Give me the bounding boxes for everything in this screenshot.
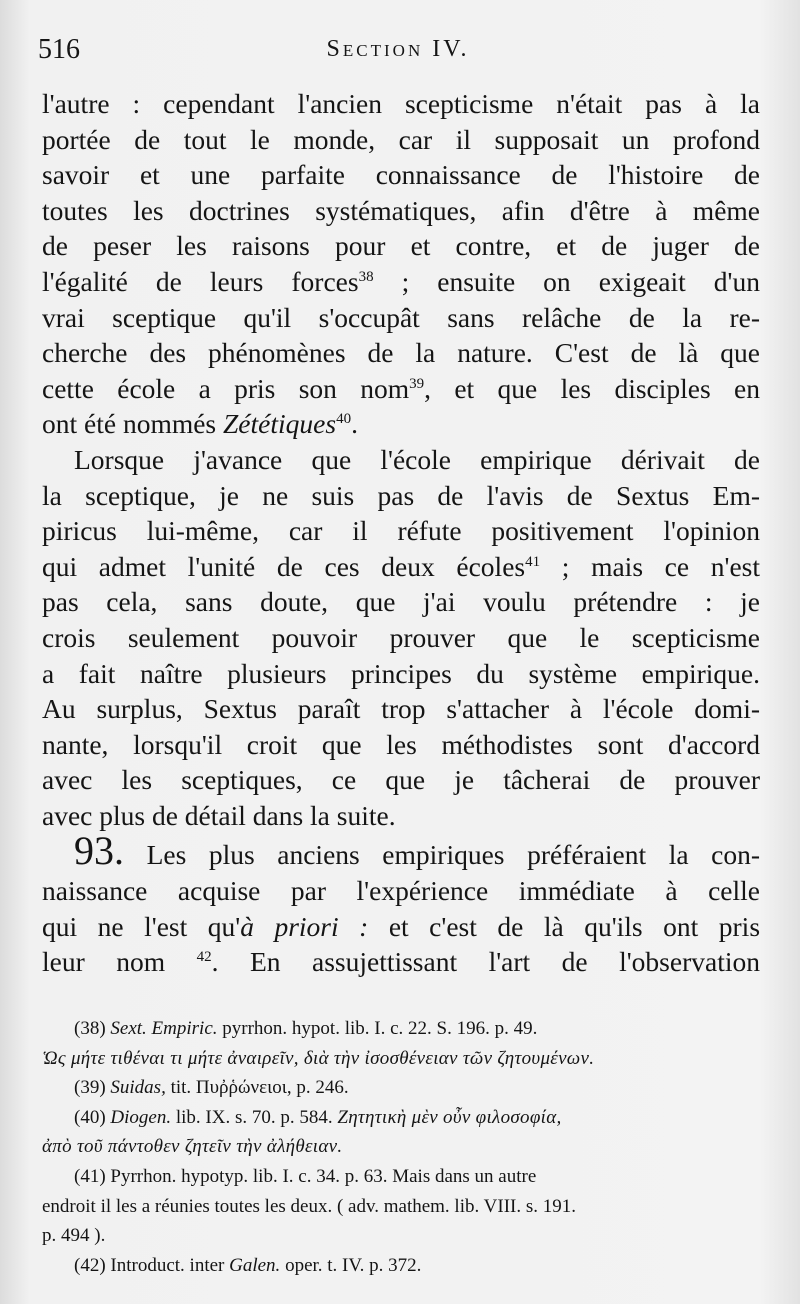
text-line: avec plus de détail dans la suite. xyxy=(42,799,396,831)
footnote-ref: 42 xyxy=(196,949,212,966)
text-line: la sceptique, je ne suis pas de l'avis de Sextus Em- xyxy=(42,479,760,511)
text-line: a fait naître plusieurs principes du système empirique. xyxy=(42,657,760,689)
page-header xyxy=(38,34,758,74)
footnote-41-cont: endroit il les a réunies toutes les deux. ( adv. mathem. lib. VIII. s. 191. xyxy=(42,1195,576,1217)
text-line: portée de tout le monde, car il supposait un profond xyxy=(42,123,760,155)
footnote-40-greek: ἀπὸ τοῦ πάντοθεν ζητεῖν τὴν ἀλήθειαν. xyxy=(42,1136,343,1158)
text-line: crois seulement pouvoir prouver que le scepticisme xyxy=(42,621,760,653)
text-line: l'égalité de leurs forces$^{38}$ ; ensuite on exigeait d'un xyxy=(42,265,760,297)
text-line: l'autre : cependant l'ancien scepticisme n'était pas à la xyxy=(42,88,760,119)
footnotes xyxy=(42,1014,760,1280)
text-line: 93. Les plus anciens empiriques préféraient la con- xyxy=(74,828,760,874)
paragraph-1 xyxy=(42,86,760,442)
footnote-41-cont: p. 494 ). xyxy=(42,1225,106,1247)
footnote-ref: 40 xyxy=(336,411,352,428)
paragraph-2 xyxy=(42,442,760,834)
text-line: savoir et une parfaite connaissance de l'histoire de xyxy=(42,159,760,191)
footnote-ref: 41 xyxy=(525,553,541,570)
text-line: Au surplus, Sextus paraît trop s'attacher à l'école domi- xyxy=(42,693,760,725)
footnote-39: (39) Suidas, tit. Πυῤῥώνειοι, p. 246. xyxy=(74,1077,349,1099)
text-line: leur nom $^{42}$. En assujettissant l'art de l'observation xyxy=(42,946,760,978)
footnote-38-greek: Ὡς μήτε τιθέναι τι μήτε ἀναιρεῖν, διὰ τὴν ἰσοσθένειαν τῶν ζητουμένων. xyxy=(42,1047,595,1069)
page-number: 516 xyxy=(38,34,80,65)
text-line: qui ne l'est qu'à priori : et c'est de là qu'ils ont pris xyxy=(42,910,761,942)
text-line: qui admet l'unité de ces deux écoles$^{41}$ ; mais ce n'est xyxy=(42,550,761,582)
section-93 xyxy=(42,828,761,979)
text-line: avec les sceptiques, ce que je tâcherai de prouver xyxy=(42,764,760,796)
footnote-38: (38) Sext. Empiric. pyrrhon. hypot. lib. I. c. 22. S. 196. p. 49. xyxy=(74,1018,538,1039)
running-head: Section IV. xyxy=(326,36,470,62)
text-line: piricus lui-même, car il réfute positivement l'opinion xyxy=(42,515,760,547)
footnote-ref: 39 xyxy=(409,375,425,392)
footnote-41: (41) Pyrrhon. hypotyp. lib. I. c. 34. p. 63. Mais dans un autre xyxy=(74,1165,537,1187)
text-line: toutes les doctrines systématiques, afin d'être à même xyxy=(42,194,760,226)
text-line: ont été nommés Zététiques$^{40}$. xyxy=(42,408,358,440)
text-line: Lorsque j'avance que l'école empirique dérivait de xyxy=(74,443,760,475)
text-line: nante, lorsqu'il croit que les méthodistes sont d'accord xyxy=(42,728,760,760)
text-line: pas cela, sans doute, que j'ai voulu prétendre : je xyxy=(42,586,760,618)
text-line: cherche des phénomènes de la nature. C'est de là que xyxy=(42,337,760,369)
footnote-ref: 38 xyxy=(358,268,374,285)
text-line: vrai sceptique qu'il s'occupât sans relâche de la re- xyxy=(42,301,760,333)
footnote-40: (40) Diogen. lib. IX. s. 70. p. 584. Ζητητικὴ μὲν οὖν φιλοσοφία, xyxy=(74,1106,562,1128)
footnote-42: (42) Introduct. inter Galen. oper. t. IV. p. 372. xyxy=(74,1254,422,1276)
text-line: de peser les raisons pour et contre, et de juger de xyxy=(42,230,760,262)
text-line: naissance acquise par l'expérience immédiate à celle xyxy=(42,875,760,907)
body-text xyxy=(42,86,760,980)
text-line: cette école a pris son nom$^{39}$, et que les disciples en xyxy=(42,372,760,404)
section-number: 93. xyxy=(74,828,124,874)
